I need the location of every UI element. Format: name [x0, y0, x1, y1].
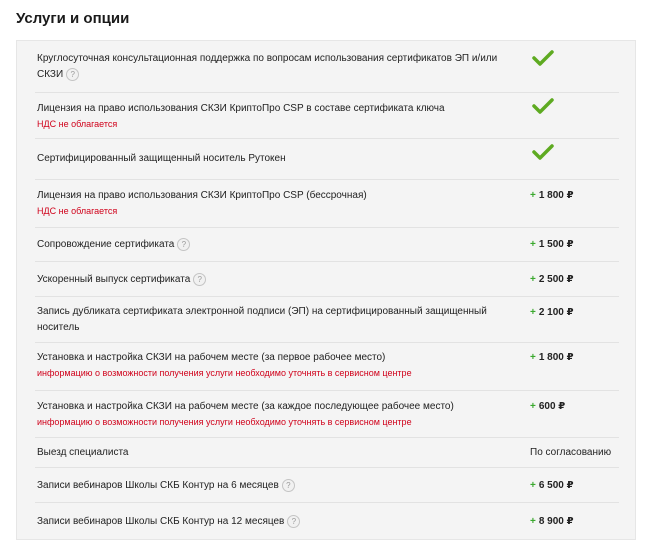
service-label: [37, 101, 513, 131]
service-name: Установка и настройка СКЗИ на рабочем месте (за первое рабочее место): [37, 352, 386, 363]
service-name: Запись дубликата сертификата электронной подписи (ЭП) на сертифицированный защищенный носитель: [37, 306, 487, 333]
page-title: Услуги и опции: [16, 10, 130, 27]
service-row: [35, 139, 619, 180]
service-price: [530, 188, 574, 204]
checkmark-icon: [531, 49, 555, 67]
plus-sign: +: [530, 480, 536, 491]
price-amount: 2 100 ₽: [538, 307, 574, 318]
service-price: [530, 478, 574, 494]
service-price: [530, 305, 574, 321]
service-label: [37, 51, 513, 83]
service-name: Выезд специалиста: [37, 447, 129, 458]
help-icon[interactable]: ?: [287, 515, 300, 528]
service-name: Лицензия на право использования СКЗИ КриптоПро CSP (бессрочная): [37, 190, 367, 201]
price-amount: 2 500 ₽: [538, 274, 574, 285]
price-amount: 600 ₽: [538, 401, 566, 412]
service-row: [35, 41, 619, 93]
price-amount: 1 500 ₽: [538, 239, 574, 250]
price-amount: 6 500 ₽: [538, 480, 574, 491]
service-price-text: По согласованию: [530, 447, 612, 458]
service-price: [530, 399, 565, 415]
service-row: [35, 93, 619, 139]
service-name: Лицензия на право использования СКЗИ КриптоПро CSP в составе сертификата ключа: [37, 103, 445, 114]
service-row: [35, 438, 619, 468]
checkmark-icon: [531, 143, 555, 161]
service-row: [35, 297, 619, 343]
service-row: [35, 468, 619, 503]
plus-sign: +: [530, 274, 536, 285]
service-price: [530, 350, 574, 366]
price-amount: 8 900 ₽: [538, 516, 574, 527]
service-price: [530, 237, 574, 253]
service-note: НДС не облагается: [37, 119, 118, 129]
service-row: [35, 503, 619, 539]
service-label: [37, 478, 513, 494]
help-icon[interactable]: ?: [193, 273, 206, 286]
checkmark-icon: [531, 97, 555, 115]
help-icon[interactable]: ?: [177, 238, 190, 251]
service-row: [35, 262, 619, 297]
price-amount: 1 800 ₽: [538, 352, 574, 363]
help-icon[interactable]: ?: [282, 479, 295, 492]
plus-sign: +: [530, 352, 536, 363]
service-note: НДС не облагается: [37, 206, 118, 216]
service-name: Круглосуточная консультационная поддержка по вопросам использования сертификатов ЭП и/или СКЗИ: [37, 53, 498, 80]
service-name: Сопровождение сертификата: [37, 239, 175, 250]
service-name: Сертифицированный защищенный носитель Рутокен: [37, 153, 286, 164]
service-row: [35, 180, 619, 228]
plus-sign: +: [530, 401, 536, 412]
service-label: [37, 151, 513, 167]
plus-sign: +: [530, 239, 536, 250]
service-label: [37, 514, 513, 530]
service-name: Ускоренный выпуск сертификата: [37, 274, 191, 285]
service-label: [37, 237, 513, 253]
service-label: [37, 399, 513, 429]
service-label: [37, 272, 513, 288]
service-label: [37, 445, 513, 461]
plus-sign: +: [530, 516, 536, 527]
service-row: [35, 228, 619, 262]
service-price: [530, 514, 574, 530]
service-name: Установка и настройка СКЗИ на рабочем месте (за каждое последующее рабочее место): [37, 401, 454, 412]
service-label: [37, 350, 513, 380]
plus-sign: +: [530, 307, 536, 318]
service-note: информацию о возможности получения услуги необходимо уточнять в сервисном центре: [37, 417, 412, 427]
service-row: [35, 343, 619, 391]
price-amount: 1 800 ₽: [538, 190, 574, 201]
help-icon[interactable]: ?: [66, 68, 79, 81]
service-label: [37, 188, 513, 218]
service-label: [37, 304, 513, 336]
service-price: [530, 272, 574, 288]
services-panel: [16, 40, 636, 540]
service-name: Записи вебинаров Школы СКБ Контур на 6 месяцев: [37, 480, 279, 491]
service-note: информацию о возможности получения услуги необходимо уточнять в сервисном центре: [37, 368, 412, 378]
plus-sign: +: [530, 190, 536, 201]
service-row: [35, 391, 619, 438]
service-name: Записи вебинаров Школы СКБ Контур на 12 месяцев: [37, 516, 285, 527]
